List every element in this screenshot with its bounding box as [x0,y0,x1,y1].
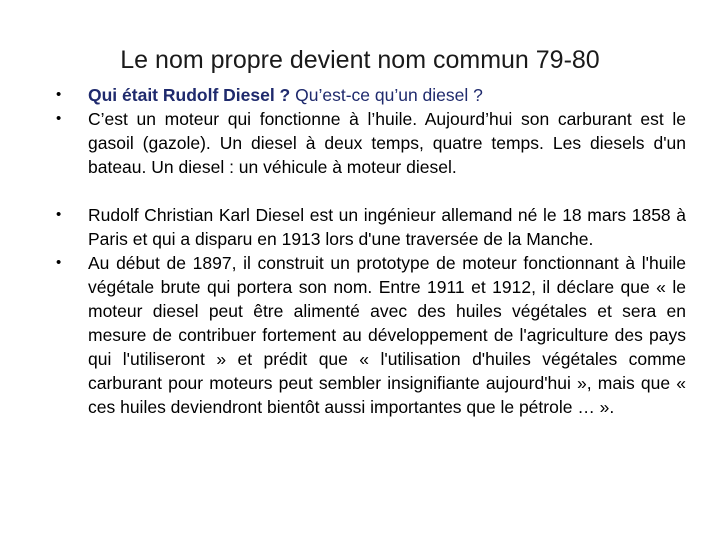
bullet-dot-icon: • [56,86,62,103]
bullet-text [88,83,686,107]
bullet-item-biography [56,203,686,251]
bullet-item-question [56,83,686,107]
bullet-item-definition [56,107,686,179]
bullet-dot-icon: • [56,110,62,127]
question-text: Qu’est-ce qu’un diesel ? [290,85,483,105]
bullet-dot-icon: • [56,206,62,223]
question-bold-text: Qui était Rudolf Diesel ? [88,85,291,105]
slide-title: Le nom propre devient nom commun 79-80 [120,46,600,74]
bullet-dot-icon: • [56,254,62,271]
bullet-text: Rudolf Christian Karl Diesel est un ingénieur allemand né le 18 mars 1858 à Paris et qui a disparu en 1913 lors d'une traversée de la Manche. [88,205,686,249]
bullet-item-history [56,251,686,419]
bullet-text: C’est un moteur qui fonctionne à l’huile. Aujourd’hui son carburant est le gasoil (gazole). Un diesel à deux temps, quatre temps. Les diesels d'un bateau. Un diesel : un véhicule à moteur diesel. [88,109,686,177]
bullet-text: Au début de 1897, il construit un prototype de moteur fonctionnant à l'huile végétale brute qui portera son nom. Entre 1911 et 1912, il déclare que « le moteur diesel peut être alimenté avec des huiles végétales et sera en mesure de contribuer fortement au développement de l'agriculture des pays qui l'utiliseront » et prédit que « l'utilisation d'huiles végétales comme carburant pour moteurs peut sembler insignifiante aujourd'hui », mais que « ces huiles deviendront bientôt aussi importantes que le pétrole … ». [88,253,686,417]
bullet-list [56,83,686,419]
